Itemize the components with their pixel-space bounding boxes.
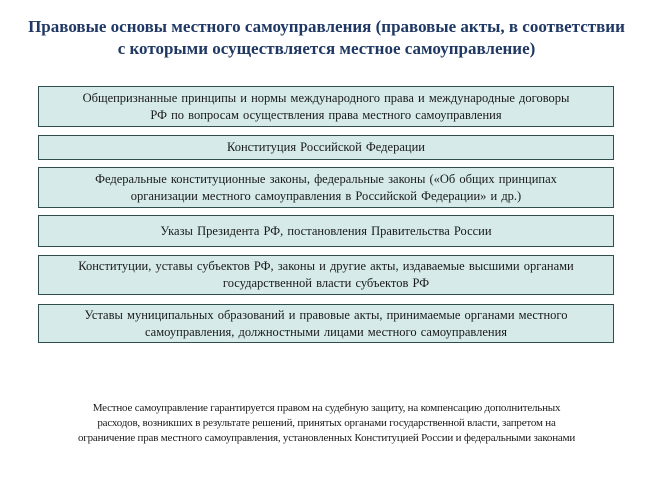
footnote-line-1: Местное самоуправление гарантируется правом на судебную защиту, на компенсацию дополнительных: [92, 402, 561, 414]
box-text-line-1: Указы Президента РФ, постановления Правительства России: [160, 223, 492, 238]
page-title-line-1: Правовые основы местного самоуправления (правовые акты, в соответствии: [28, 17, 625, 36]
legal-basis-box-regional-acts: [38, 255, 614, 295]
box-text-line-1: Конституция Российской Федерации: [227, 140, 425, 154]
footnote-line-3: ограничение прав местного самоуправления, установленных Конституцией России и федеральными законами: [77, 432, 576, 444]
legal-basis-box-municipal-acts: [38, 304, 614, 343]
box-text-line-2: государственной власти субъектов РФ: [222, 276, 430, 290]
legal-basis-box-presidential-decrees: [38, 215, 614, 247]
box-text-line-2: самоуправления, должностными лицами местного самоуправления: [144, 324, 508, 339]
box-text-line-1: Федеральные конституционные законы, федеральные законы («Об общих принципах: [95, 171, 557, 186]
box-text-line-2: РФ по вопросам осуществления права местного самоуправления: [150, 107, 502, 122]
box-text-line-1: Конституции, уставы субъектов РФ, законы и другие акты, издаваемые высшими органами: [78, 259, 574, 273]
footnote: [10, 401, 643, 446]
legal-basis-box-federal-laws: [38, 167, 614, 208]
legal-basis-box-international-law: [38, 86, 614, 127]
footnote-line-2: расходов, возникших в результате решений, принятых органами государственной власти, запретом на: [97, 417, 556, 429]
box-text-line-1: Общепризнанные принципы и нормы международного права и международные договоры: [82, 90, 570, 105]
page-title-line-2: с которыми осуществляется местное самоуправление): [117, 39, 536, 58]
box-text-line-2: организации местного самоуправления в Российской Федерации» и др.): [130, 188, 522, 203]
page-title: [4, 16, 649, 60]
legal-basis-box-constitution: [38, 135, 614, 160]
box-text-line-1: Уставы муниципальных образований и правовые акты, принимаемые органами местного: [84, 307, 568, 322]
